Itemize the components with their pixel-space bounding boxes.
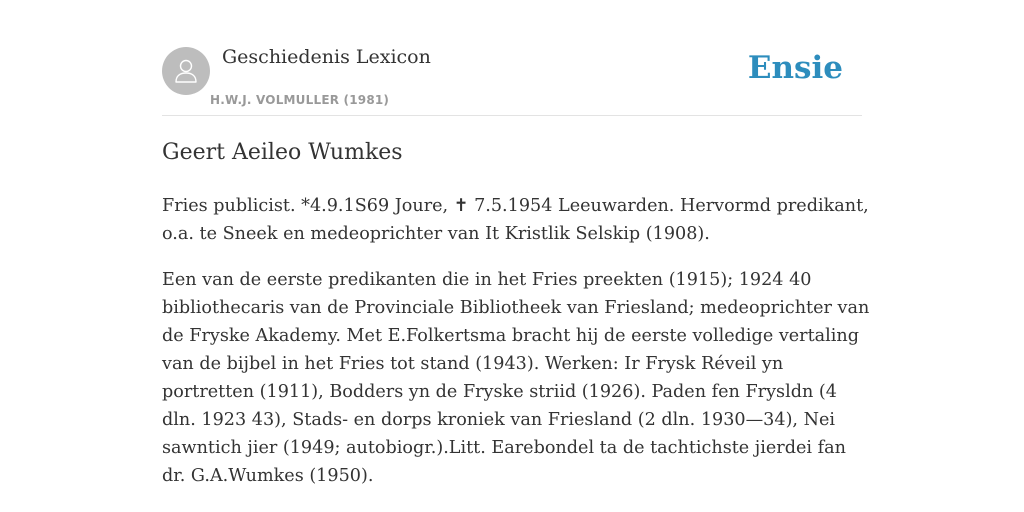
header-divider bbox=[162, 115, 862, 116]
user-icon bbox=[171, 56, 201, 86]
source-title[interactable]: Geschiedenis Lexicon bbox=[222, 46, 431, 68]
source-author[interactable]: H.W.J. VOLMULLER (1981) bbox=[210, 93, 390, 107]
entry-paragraph: Fries publicist. *4.9.1S69 Joure, ✝ 7.5.1954 Leeuwarden. Hervormd predikant, o.a. te Sneek en medeoprichter van It Kristlik Selskip (1908). bbox=[162, 196, 869, 244]
author-avatar[interactable] bbox=[162, 47, 210, 95]
entry-body bbox=[162, 192, 872, 508]
entry-paragraph: Een van de eerste predikanten die in het Fries preekten (1915); 1924 40 bibliothecaris van de Provinciale Bibliotheek van Friesland; medeoprichter van de Fryske Akademy. Met E.Folkertsma bracht hij de eerste volledige vertaling van de bijbel in het Fries tot stand (1943). Werken: Ir Frysk Réveil yn portretten (1911), Bodders yn de Fryske striid (1926). Paden fen Frysldn (4 dln. 1923 43), Stads- en dorps kroniek van Friesland (2 dln. 1930—34), Nei sawntich jier (1949; autobiogr.).Litt. Earebondel ta de tachtichste jierdei fan dr. G.A.Wumkes (1950). bbox=[162, 270, 870, 486]
brand-logo[interactable]: Ensie bbox=[747, 50, 843, 86]
entry-title: Geert Aeileo Wumkes bbox=[162, 140, 403, 165]
